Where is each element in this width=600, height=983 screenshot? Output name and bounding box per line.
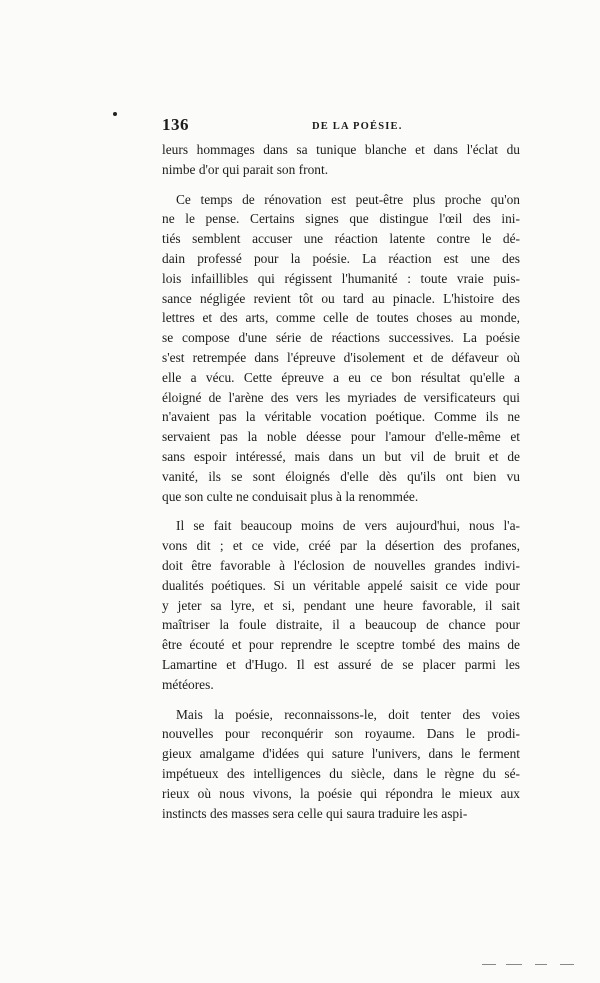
running-head: DE LA POÉSIE. (312, 121, 403, 132)
text-line: n'avaient pas la véritable vocation poétique. Comme ils ne (162, 409, 520, 425)
text-line: vanité, ils se sont éloignés d'elle dès qu'ils ont bien vu (162, 468, 520, 484)
body-text (162, 140, 520, 823)
text-line: s'est retrempée dans l'épreuve d'isolement et de défaveur où (162, 349, 520, 365)
text-line: gieux amalgame d'idées qui sature l'univers, dans le ferment (162, 746, 520, 762)
text-line: Il se fait beaucoup moins de vers aujourd'hui, nous l'a- (176, 518, 520, 534)
bottom-edge-marks (0, 960, 600, 970)
text-line: lettres et des arts, comme celle de toutes choses au monde, (162, 310, 520, 326)
ink-dot (113, 112, 117, 116)
paragraph-gap (162, 180, 520, 190)
text-line: Mais la poésie, reconnaissons-le, doit tenter des voies (176, 706, 520, 722)
text-line: vons dit ; et ce vide, créé par la désertion des profanes, (162, 538, 520, 554)
text-line: instincts des masses sera celle qui saura traduire les aspi- (162, 805, 468, 821)
paragraph (162, 140, 520, 180)
text-line: y jeter sa lyre, et si, pendant une heure favorable, il sait (162, 597, 520, 613)
page-number: 136 (162, 115, 189, 134)
text-line: elle a vécu. Cette épreuve a eu ce bon résultat qu'elle a (162, 369, 520, 385)
text-line: éloigné de l'arène des vers les myriades de versificateurs qui (162, 389, 520, 405)
paragraph-gap (162, 506, 520, 516)
text-line: être écouté et pour reprendre le sceptre tombé des mains de (162, 637, 520, 653)
text-line: Lamartine et d'Hugo. Il est assuré de se placer parmi les (162, 656, 520, 672)
text-line: lois infaillibles qui régissent l'humanité : toute vraie puis- (162, 270, 520, 286)
text-line: nouvelles pour reconquérir son royaume. Dans le prodi- (162, 726, 520, 742)
paragraph (162, 516, 520, 694)
paragraph-gap (162, 695, 520, 705)
text-line: maîtriser la foule distraite, il a beaucoup de chance pour (162, 617, 520, 633)
text-line: tiés semblent accuser une réaction latente contre le dé- (162, 231, 520, 247)
text-line: Ce temps de rénovation est peut-être plus proche qu'on (176, 191, 520, 207)
text-line: nimbe d'or qui parait son front. (162, 161, 329, 177)
paragraph (162, 705, 520, 824)
text-line: sance négligée revient tôt ou tard au pinacle. L'histoire des (162, 290, 520, 306)
text-line: sans espoir intéressé, mais dans un but vil de bruit et de (162, 448, 520, 464)
text-line: dualités poétiques. Si un véritable appelé saisit ce vide pour (162, 577, 520, 593)
text-line: leurs hommages dans sa tunique blanche et dans l'éclat du (162, 142, 520, 157)
text-line: ne le pense. Certains signes que distingue l'œil des ini- (162, 211, 520, 227)
text-line: servaient pas la noble déesse pour l'amour d'elle-même et (162, 429, 520, 445)
text-line: météores. (162, 676, 214, 692)
text-line: que son culte ne conduisait plus à la renommée. (162, 488, 419, 504)
text-line: se compose d'une série de réactions successives. La poésie (162, 330, 520, 346)
paragraph (162, 190, 520, 507)
text-line: rieux où nous vivons, la poésie qui répondra le mieux aux (162, 785, 520, 801)
text-line: doit être favorable à l'éclosion de nouvelles grandes indivi- (162, 557, 520, 573)
text-line: dain professé pour la poésie. La réaction est une des (162, 250, 520, 266)
text-line: impétueux des intelligences du siècle, dans le règne du sé- (162, 765, 520, 781)
